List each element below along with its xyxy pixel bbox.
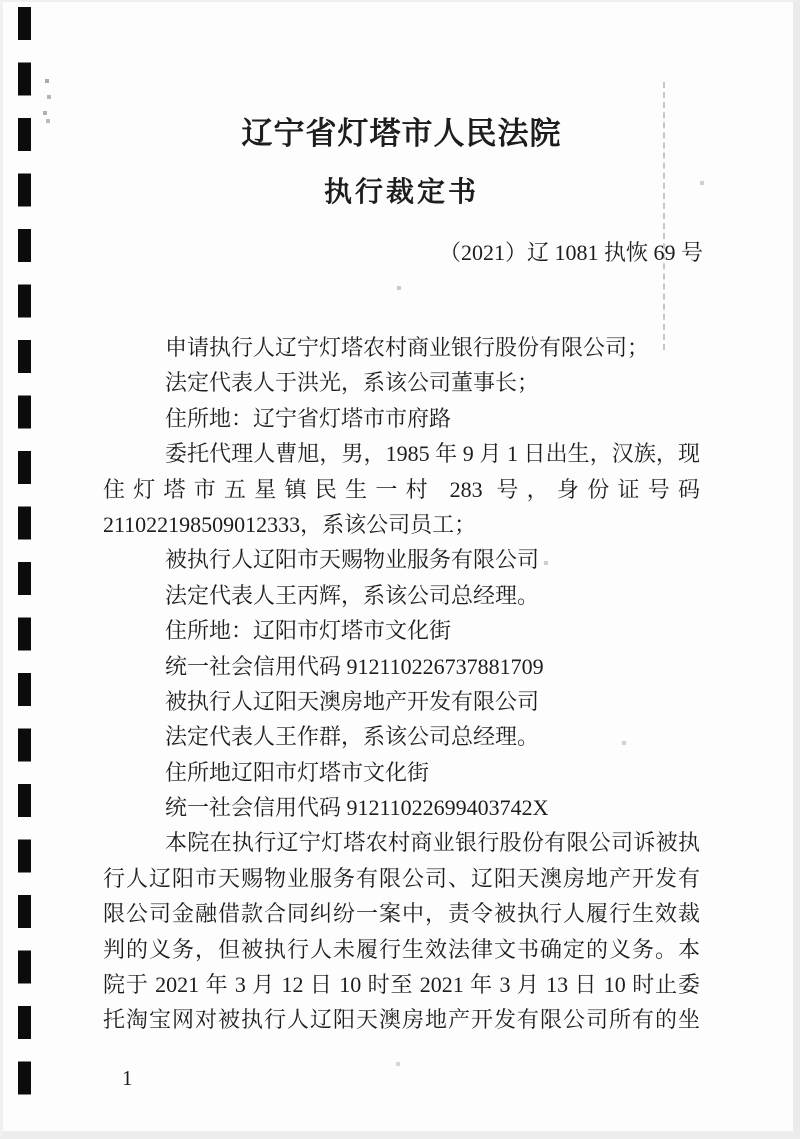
binding-holes-icon [18, 7, 31, 1114]
body-line: 被执行人辽阳市天赐物业服务有限公司 [165, 547, 540, 573]
body-line: 本院在执行辽宁灯塔农村商业银行股份有限公司诉被执 [165, 830, 700, 856]
court-name: 辽宁省灯塔市人民法院 [241, 116, 562, 151]
body-line: 法定代表人王丙辉，系该公司总经理。 [165, 582, 540, 608]
body-line: 统一社会信用代码 912110226737881709 [165, 653, 544, 679]
body-line: 委托代理人曹旭，男，1985 年 9 月 1 日出生，汉族，现 [165, 441, 700, 467]
body-line: 法定代表人于洪光，系该公司董事长； [165, 370, 540, 396]
body-line: 院于 2021 年 3 月 12 日 10 时至 2021 年 3 月 13 日 10 时止委 [103, 972, 700, 998]
body-line: 托淘宝网对被执行人辽阳天澳房地产开发有限公司所有的坐 [103, 1007, 700, 1033]
body-line: 住所地辽阳市灯塔市文化街 [165, 759, 430, 785]
body-line: 判的义务，但被执行人未履行生效法律文书确定的义务。本 [103, 936, 700, 962]
dust-specks [0, 0, 2, 2]
document-body [103, 330, 700, 1038]
body-line: 申请执行人辽宁灯塔农村商业银行股份有限公司； [165, 335, 650, 360]
case-number: （2021）辽 1081 执恢 69 号 [438, 240, 703, 265]
document-title: 执行裁定书 [323, 177, 479, 208]
body-line: 限公司金融借款合同纠纷一案中，责令被执行人履行生效裁 [103, 901, 700, 927]
body-line: 住所地：辽宁省灯塔市市府路 [165, 405, 452, 431]
page-number: 1 [122, 1066, 133, 1090]
body-line: 统一社会信用代码 91211022699403742X [165, 795, 549, 821]
body-line: 住灯塔市五星镇民生一村 283 号，身份证号码 [103, 476, 700, 502]
body-line: 住所地：辽阳市灯塔市文化街 [165, 618, 452, 644]
body-line: 法定代表人王作群，系该公司总经理。 [165, 724, 540, 750]
body-line: 行人辽阳市天赐物业服务有限公司、辽阳天澳房地产开发有 [103, 865, 700, 891]
body-line: 被执行人辽阳天澳房地产开发有限公司 [165, 688, 540, 714]
body-line: 211022198509012333，系该公司员工； [103, 511, 477, 537]
